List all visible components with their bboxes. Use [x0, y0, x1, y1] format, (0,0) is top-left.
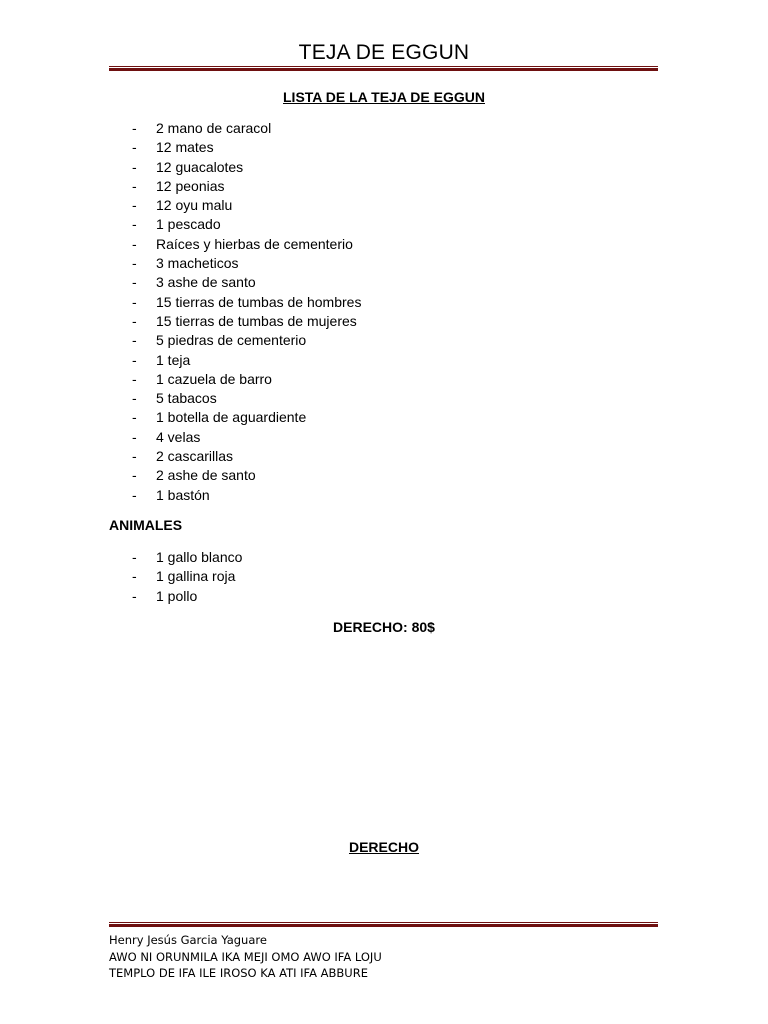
footer — [109, 932, 382, 982]
bullet-dash: - — [132, 255, 137, 272]
list-item — [132, 567, 242, 586]
bullet-dash: - — [132, 197, 137, 214]
bullet-dash: - — [132, 370, 137, 387]
bullet-dash: - — [132, 428, 137, 445]
list-item-text: 12 guacalotes — [156, 158, 244, 175]
list-item — [132, 428, 361, 447]
list-item — [132, 119, 361, 138]
page-header-title: TEJA DE EGGUN — [298, 41, 470, 64]
list-item — [132, 177, 361, 196]
list-item — [132, 235, 361, 254]
list-item-text: 15 tierras de tumbas de hombres — [156, 293, 362, 310]
animals-list — [132, 548, 242, 606]
list-item — [132, 370, 361, 389]
list-item — [132, 587, 242, 606]
list-item — [132, 254, 361, 273]
list-item — [132, 447, 361, 466]
list-item-text: Raíces y hierbas de cementerio — [156, 235, 353, 252]
bullet-dash: - — [132, 448, 137, 465]
bullet-dash: - — [132, 409, 137, 426]
price-text: DERECHO: 80$ — [333, 619, 435, 635]
footer-rule — [109, 922, 658, 927]
footer-title: AWO NI ORUNMILA IKA MEJI OMO AWO IFA LOJU — [109, 949, 382, 964]
document-title: LISTA DE LA TEJA DE EGGUN — [283, 89, 485, 105]
list-item-text: 1 gallina roja — [156, 568, 236, 585]
bullet-dash: - — [132, 549, 137, 565]
list-item — [132, 351, 361, 370]
list-item-text: 3 macheticos — [156, 255, 239, 272]
bullet-dash: - — [132, 293, 137, 310]
animals-heading: ANIMALES — [109, 517, 183, 533]
list-item-text: 2 cascarillas — [156, 448, 234, 465]
bullet-dash: - — [132, 332, 137, 349]
list-item-text: 2 mano de caracol — [156, 120, 272, 136]
list-item-text: 1 pollo — [156, 587, 198, 604]
bullet-dash: - — [132, 177, 137, 194]
bullet-dash: - — [132, 587, 137, 604]
list-item-text: 3 ashe de santo — [156, 274, 256, 291]
list-item — [132, 215, 361, 234]
header-rule — [109, 66, 658, 71]
list-item-text: 2 ashe de santo — [156, 467, 256, 484]
list-item — [132, 158, 361, 177]
bullet-dash: - — [132, 158, 137, 175]
bullet-dash: - — [132, 486, 137, 503]
list-item — [132, 548, 242, 567]
list-item-text: 1 teja — [156, 351, 191, 368]
bullet-dash: - — [132, 312, 137, 329]
list-item — [132, 466, 361, 485]
list-item-text: 12 mates — [156, 139, 214, 156]
bullet-dash: - — [132, 120, 137, 136]
list-item-text: 12 oyu malu — [156, 197, 233, 214]
bullet-dash: - — [132, 139, 137, 156]
footer-temple: TEMPLO DE IFA ILE IROSO KA ATI IFA ABBURE — [109, 966, 368, 980]
list-item — [132, 293, 361, 312]
list-item-text: 1 gallo blanco — [156, 549, 243, 565]
list-item — [132, 196, 361, 215]
list-item-text: 1 botella de aguardiente — [156, 409, 307, 426]
items-list — [132, 119, 361, 505]
bullet-dash: - — [132, 351, 137, 368]
bullet-dash: - — [132, 274, 137, 291]
footer-author: Henry Jesús Garcia Yaguare — [109, 933, 267, 947]
list-item — [132, 273, 361, 292]
list-item — [132, 138, 361, 157]
bullet-dash: - — [132, 467, 137, 484]
list-item-text: 1 bastón — [156, 486, 210, 503]
bullet-dash: - — [132, 390, 137, 407]
list-item-text: 1 pescado — [156, 216, 221, 233]
list-item-text: 5 piedras de cementerio — [156, 332, 307, 349]
derecho-heading: DERECHO — [348, 839, 419, 855]
list-item — [132, 486, 361, 505]
list-item-text: 1 cazuela de barro — [156, 370, 272, 387]
list-item — [132, 408, 361, 427]
list-item-text: 15 tierras de tumbas de mujeres — [156, 312, 357, 329]
list-item — [132, 331, 361, 350]
list-item-text: 4 velas — [156, 428, 201, 445]
bullet-dash: - — [132, 568, 137, 585]
list-item — [132, 312, 361, 331]
list-item — [132, 389, 361, 408]
list-item-text: 5 tabacos — [156, 390, 217, 407]
list-item-text: 12 peonias — [156, 177, 225, 194]
bullet-dash: - — [132, 216, 137, 233]
bullet-dash: - — [132, 235, 137, 252]
